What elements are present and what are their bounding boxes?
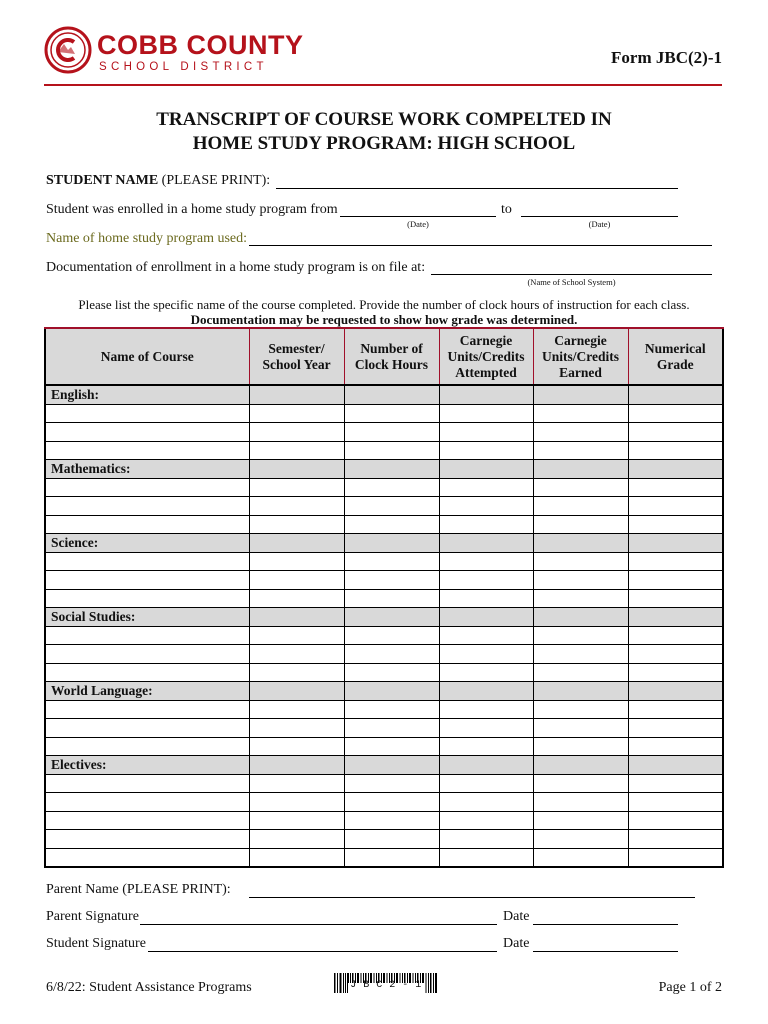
parent-name-label: Parent Name (PLEASE PRINT): [46, 882, 231, 897]
table-cell[interactable] [249, 534, 344, 553]
table-cell[interactable] [249, 737, 344, 756]
table-cell[interactable] [533, 756, 628, 775]
student-date-label: Date [503, 936, 530, 951]
table-row [45, 700, 723, 719]
table-cell[interactable] [439, 423, 533, 442]
form-id: Form JBC(2)-1 [611, 48, 722, 67]
to-label: to [501, 202, 512, 217]
table-row [45, 423, 723, 442]
table-row [45, 441, 723, 460]
table-cell[interactable] [439, 589, 533, 608]
table-cell[interactable] [533, 626, 628, 645]
category-row [45, 460, 723, 479]
table-cell[interactable] [628, 663, 723, 682]
footer-revision: 6/8/22: Student Assistance Programs [46, 980, 252, 995]
table-cell[interactable] [344, 552, 439, 571]
table-cell[interactable] [249, 830, 344, 849]
student-signature-field[interactable] [148, 951, 497, 952]
student-name-field[interactable] [276, 188, 678, 189]
table-cell[interactable] [249, 608, 344, 627]
table-cell[interactable] [533, 719, 628, 738]
table-cell[interactable] [249, 385, 344, 404]
table-cell[interactable] [45, 774, 249, 793]
table-cell[interactable] [249, 663, 344, 682]
category-label: Social Studies: [45, 608, 249, 627]
table-cell[interactable] [344, 385, 439, 404]
table-cell[interactable] [344, 737, 439, 756]
table-row [45, 515, 723, 534]
barcode [334, 973, 438, 993]
table-cell[interactable] [439, 848, 533, 867]
table-cell[interactable] [628, 423, 723, 442]
table-cell[interactable] [249, 645, 344, 664]
category-label: World Language: [45, 682, 249, 701]
table-cell[interactable] [249, 626, 344, 645]
table-cell[interactable] [344, 441, 439, 460]
table-cell[interactable] [533, 589, 628, 608]
table-cell[interactable] [344, 719, 439, 738]
table-cell[interactable] [628, 830, 723, 849]
table-cell[interactable] [249, 700, 344, 719]
table-cell[interactable] [439, 682, 533, 701]
page-number: Page 1 of 2 [658, 980, 722, 995]
table-cell[interactable] [249, 404, 344, 423]
table-cell[interactable] [533, 497, 628, 516]
category-label: Mathematics: [45, 460, 249, 479]
table-cell[interactable] [45, 737, 249, 756]
table-cell[interactable] [439, 756, 533, 775]
table-cell[interactable] [439, 737, 533, 756]
table-cell[interactable] [45, 719, 249, 738]
table-row [45, 719, 723, 738]
table-cell[interactable] [249, 552, 344, 571]
table-cell[interactable] [249, 793, 344, 812]
table-cell[interactable] [439, 515, 533, 534]
enrolled-label: Student was enrolled in a home study program from [46, 202, 338, 217]
to-date-caption: (Date) [588, 219, 611, 229]
table-cell[interactable] [628, 571, 723, 590]
table-cell[interactable] [45, 811, 249, 830]
table-cell[interactable] [45, 848, 249, 867]
table-cell[interactable] [45, 830, 249, 849]
parent-date-field[interactable] [533, 924, 678, 925]
table-cell[interactable] [344, 811, 439, 830]
table-row [45, 404, 723, 423]
table-cell[interactable] [628, 626, 723, 645]
parent-date-label: Date [503, 909, 530, 924]
table-cell[interactable] [533, 534, 628, 553]
page-title-line-1: TRANSCRIPT OF COURSE WORK COMPELTED IN [156, 109, 612, 130]
table-row [45, 645, 723, 664]
table-cell[interactable] [628, 478, 723, 497]
table-cell[interactable] [249, 441, 344, 460]
table-cell[interactable] [628, 719, 723, 738]
table-cell[interactable] [249, 774, 344, 793]
student-signature-label: Student Signature [46, 936, 146, 951]
category-row [45, 756, 723, 775]
table-cell[interactable] [439, 608, 533, 627]
instructions-line-1: Please list the specific name of the course completed. Provide the number of clock hours of instruction for each class. [78, 297, 690, 312]
table-cell[interactable] [439, 571, 533, 590]
district-logo-icon [44, 26, 92, 74]
district-subtitle: SCHOOL DISTRICT [99, 61, 268, 73]
table-row [45, 663, 723, 682]
category-row [45, 385, 723, 404]
table-cell[interactable] [45, 515, 249, 534]
table-row [45, 793, 723, 812]
table-cell[interactable] [439, 830, 533, 849]
table-cell[interactable] [249, 478, 344, 497]
header-rule [44, 84, 722, 86]
table-row [45, 830, 723, 849]
table-row [45, 626, 723, 645]
table-cell[interactable] [439, 404, 533, 423]
table-cell[interactable] [628, 460, 723, 479]
table-cell[interactable] [439, 460, 533, 479]
table-cell[interactable] [249, 811, 344, 830]
category-row [45, 534, 723, 553]
table-cell[interactable] [439, 700, 533, 719]
table-cell[interactable] [628, 404, 723, 423]
table-cell[interactable] [439, 441, 533, 460]
table-cell[interactable] [533, 774, 628, 793]
parent-signature-field[interactable] [140, 924, 497, 925]
table-cell[interactable] [45, 441, 249, 460]
table-cell[interactable] [533, 682, 628, 701]
table-cell[interactable] [45, 478, 249, 497]
table-cell[interactable] [249, 515, 344, 534]
table-cell[interactable] [628, 497, 723, 516]
header-credits-earned: Carnegie Units/Credits Earned [533, 328, 628, 385]
table-cell[interactable] [45, 404, 249, 423]
table-cell[interactable] [533, 830, 628, 849]
table-row [45, 571, 723, 590]
table-cell[interactable] [45, 589, 249, 608]
table-cell[interactable] [533, 515, 628, 534]
table-cell[interactable] [45, 497, 249, 516]
table-cell[interactable] [533, 663, 628, 682]
table-row [45, 774, 723, 793]
table-cell[interactable] [249, 589, 344, 608]
table-cell[interactable] [344, 534, 439, 553]
category-row [45, 682, 723, 701]
table-cell[interactable] [344, 848, 439, 867]
barcode-text: J B C 2 - 1 [350, 980, 422, 991]
table-cell[interactable] [249, 423, 344, 442]
table-cell[interactable] [45, 423, 249, 442]
enrolled-to-date-field[interactable] [521, 216, 678, 217]
table-cell[interactable] [628, 645, 723, 664]
table-cell[interactable] [249, 848, 344, 867]
table-cell[interactable] [628, 552, 723, 571]
table-cell[interactable] [439, 811, 533, 830]
enrolled-from-date-field[interactable] [340, 216, 496, 217]
table-cell[interactable] [344, 497, 439, 516]
table-cell[interactable] [249, 497, 344, 516]
table-cell[interactable] [249, 571, 344, 590]
category-label: Science: [45, 534, 249, 553]
header-semester: Semester/ School Year [249, 328, 344, 385]
table-cell[interactable] [45, 626, 249, 645]
table-cell[interactable] [533, 608, 628, 627]
table-cell[interactable] [344, 460, 439, 479]
table-cell[interactable] [439, 497, 533, 516]
table-cell[interactable] [45, 793, 249, 812]
district-name: COBB COUNTY [97, 30, 304, 60]
student-name-label [46, 173, 270, 189]
table-cell[interactable] [344, 571, 439, 590]
table-row [45, 497, 723, 516]
table-cell[interactable] [533, 552, 628, 571]
table-cell[interactable] [533, 700, 628, 719]
table-cell[interactable] [344, 423, 439, 442]
table-cell[interactable] [249, 460, 344, 479]
table-cell[interactable] [45, 552, 249, 571]
table-cell[interactable] [533, 385, 628, 404]
table-cell[interactable] [533, 404, 628, 423]
table-cell[interactable] [628, 682, 723, 701]
table-cell[interactable] [439, 534, 533, 553]
documentation-label: Documentation of enrollment in a home study program is on file at: [46, 260, 426, 275]
student-name-label-rest: (PLEASE PRINT): [158, 173, 271, 188]
table-cell[interactable] [249, 756, 344, 775]
table-cell[interactable] [628, 700, 723, 719]
table-cell[interactable] [628, 608, 723, 627]
table-cell[interactable] [344, 682, 439, 701]
table-cell[interactable] [344, 830, 439, 849]
table-row [45, 589, 723, 608]
table-cell[interactable] [344, 645, 439, 664]
table-cell[interactable] [533, 571, 628, 590]
table-cell[interactable] [45, 700, 249, 719]
table-cell[interactable] [439, 478, 533, 497]
table-cell[interactable] [344, 793, 439, 812]
school-system-caption: (Name of School System) [527, 277, 616, 287]
table-cell[interactable] [439, 719, 533, 738]
course-table [44, 327, 724, 868]
table-header-row [45, 328, 723, 385]
category-label: Electives: [45, 756, 249, 775]
table-cell[interactable] [533, 848, 628, 867]
course-table-body [45, 385, 723, 867]
header-numerical-grade: Numerical Grade [628, 328, 723, 385]
table-cell[interactable] [533, 460, 628, 479]
program-name-field[interactable] [249, 245, 712, 246]
parent-name-field[interactable] [249, 897, 695, 898]
table-cell[interactable] [344, 404, 439, 423]
category-label: English: [45, 385, 249, 404]
table-cell[interactable] [628, 534, 723, 553]
table-cell[interactable] [628, 774, 723, 793]
table-cell[interactable] [344, 515, 439, 534]
category-row [45, 608, 723, 627]
header-clock-hours: Number of Clock Hours [344, 328, 439, 385]
table-cell[interactable] [439, 645, 533, 664]
table-cell[interactable] [533, 423, 628, 442]
table-cell[interactable] [628, 589, 723, 608]
from-date-caption: (Date) [407, 219, 429, 229]
table-cell[interactable] [628, 737, 723, 756]
table-cell[interactable] [249, 719, 344, 738]
student-name-label-bold: STUDENT NAME [46, 173, 159, 188]
table-cell[interactable] [45, 571, 249, 590]
table-row [45, 811, 723, 830]
table-cell[interactable] [344, 589, 439, 608]
table-cell[interactable] [628, 811, 723, 830]
table-cell[interactable] [628, 385, 723, 404]
header-credits-attempted: Carnegie Units/Credits Attempted [439, 328, 533, 385]
table-cell[interactable] [533, 645, 628, 664]
table-cell[interactable] [628, 848, 723, 867]
table-cell[interactable] [533, 737, 628, 756]
table-cell[interactable] [439, 385, 533, 404]
table-row [45, 737, 723, 756]
table-cell[interactable] [249, 682, 344, 701]
table-row [45, 848, 723, 867]
header-name-of-course: Name of Course [45, 328, 249, 385]
table-cell[interactable] [533, 478, 628, 497]
table-cell[interactable] [439, 663, 533, 682]
table-cell[interactable] [533, 811, 628, 830]
instructions-line-2: Documentation may be requested to show how grade was determined. [190, 312, 578, 327]
table-cell[interactable] [628, 756, 723, 775]
table-row [45, 552, 723, 571]
table-row [45, 478, 723, 497]
table-cell[interactable] [344, 774, 439, 793]
table-cell[interactable] [533, 793, 628, 812]
page-title-line-2: HOME STUDY PROGRAM: HIGH SCHOOL [192, 133, 576, 154]
table-cell[interactable] [533, 441, 628, 460]
table-cell[interactable] [344, 663, 439, 682]
student-date-field[interactable] [533, 951, 678, 952]
table-cell[interactable] [439, 793, 533, 812]
table-cell[interactable] [439, 774, 533, 793]
table-cell[interactable] [344, 700, 439, 719]
table-cell[interactable] [344, 756, 439, 775]
program-name-label: Name of home study program used: [46, 231, 248, 246]
table-cell[interactable] [628, 441, 723, 460]
table-cell[interactable] [439, 552, 533, 571]
table-cell[interactable] [344, 626, 439, 645]
table-cell[interactable] [344, 478, 439, 497]
parent-signature-label: Parent Signature [46, 909, 139, 924]
table-cell[interactable] [45, 663, 249, 682]
table-cell[interactable] [628, 793, 723, 812]
table-cell[interactable] [439, 626, 533, 645]
school-system-field[interactable] [431, 274, 712, 275]
table-cell[interactable] [628, 515, 723, 534]
table-cell[interactable] [45, 645, 249, 664]
table-cell[interactable] [344, 608, 439, 627]
